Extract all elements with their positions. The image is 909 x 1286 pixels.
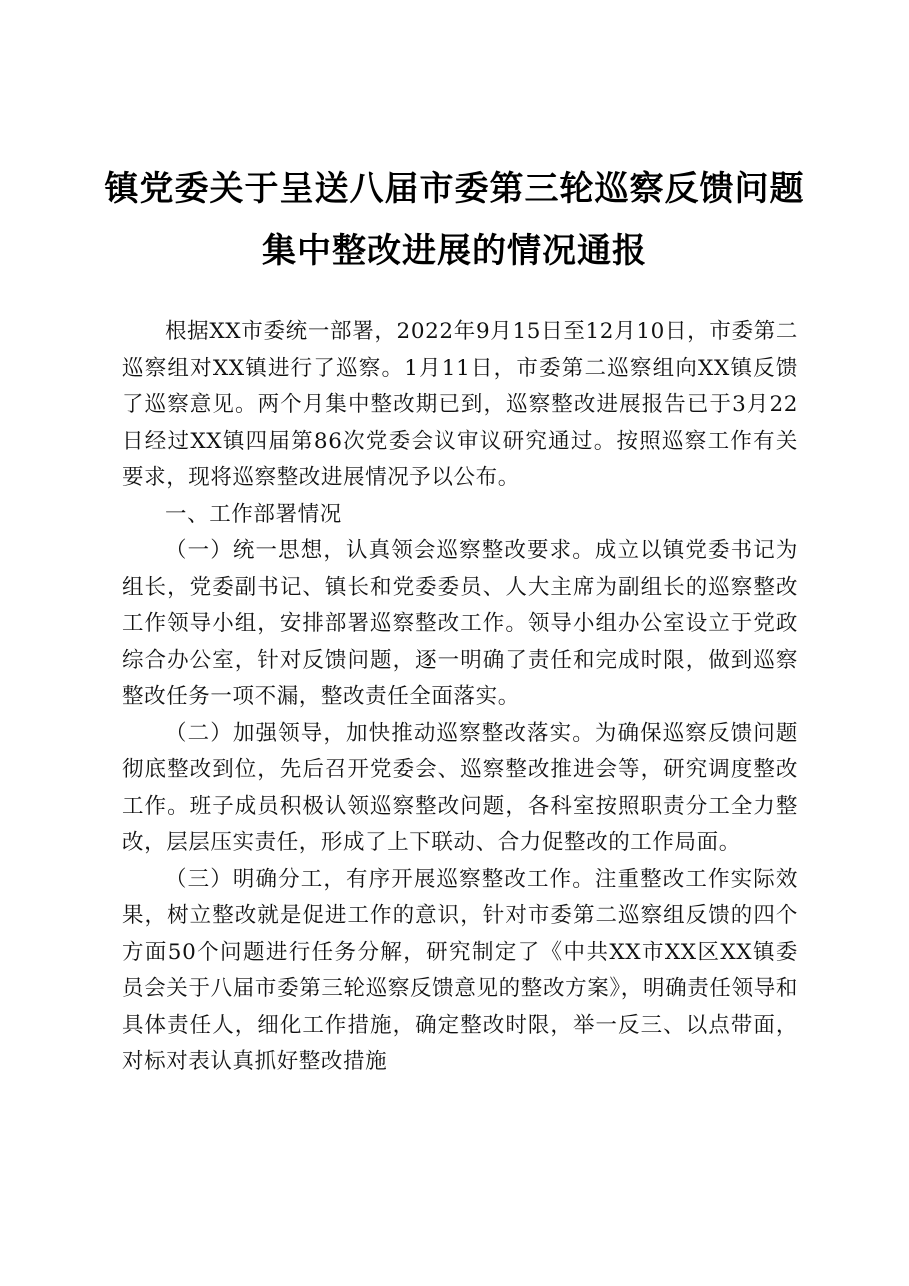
title-line-2: 集中整改进展的情况通报 [262,231,647,271]
paragraph-item-2: （二）加强领导，加快推动巡察整改落实。为确保巡察反馈问题彻底整改到位，先后召开党委会、巡察整改推进会等，研究调度整改工作。班子成员积极认领巡察整改问题，各科室按照职责分工全力整改，层层压实责任，形成了上下联动、合力促整改的工作局面。 [122,720,798,855]
paragraph-item-3: （三）明确分工，有序开展巡察整改工作。注重整改工作实际效果，树立整改就是促进工作的意识，针对市委第二巡察组反馈的四个方面50个问题进行任务分解，研究制定了《中共XX市XX区XX镇委员会关于八届市委第三轮巡察反馈意见的整改方案》，明确责任领导和具体责任人，细化工作措施，确定整改时限，举一反三、以点带面，对标对表认真抓好整改措施 [122,866,798,1074]
document-body [122,314,798,1081]
title-line-1: 镇党委关于呈送八届市委第三轮巡察反馈问题 [104,169,805,209]
paragraph-intro: 根据XX市委统一部署，2022年9月15日至12月10日，市委第二巡察组对XX镇进行了巡察。1月11日，市委第二巡察组向XX镇反馈了巡察意见。两个月集中整改期已到，巡察整改进展报告已于3月22日经过XX镇四届第86次党委会议审议研究通过。按照巡察工作有关要求，现将巡察整改进展情况予以公布。 [122,319,798,490]
document-title [90,158,819,282]
paragraph-item-1: （一）统一思想，认真领会巡察整改要求。成立以镇党委书记为组长，党委副书记、镇长和党委委员、人大主席为副组长的巡察整改工作领导小组，安排部署巡察整改工作。领导小组办公室设立于党政综合办公室，针对反馈问题，逐一明确了责任和完成时限，做到巡察整改任务一项不漏，整改责任全面落实。 [122,538,798,709]
section-heading: 一、工作部署情况 [165,501,342,527]
